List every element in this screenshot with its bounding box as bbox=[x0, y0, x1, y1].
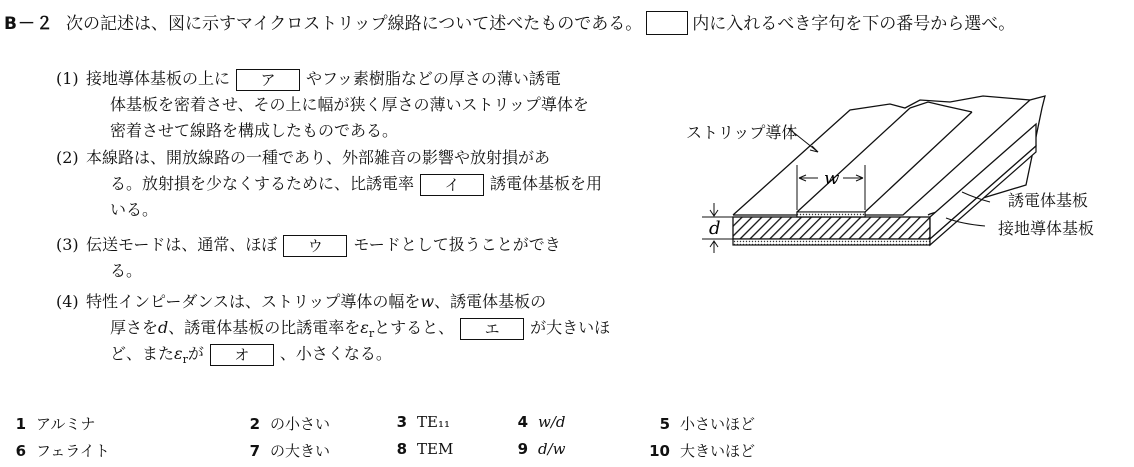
item-2-text: 本線路は、開放線路の一種であり、外部雑音の影響や放射損があ bbox=[86, 148, 551, 167]
item-4 bbox=[56, 289, 547, 315]
symbol-epsilon: ε bbox=[174, 344, 183, 363]
option-3 bbox=[385, 413, 450, 431]
option-number: 9 bbox=[517, 440, 528, 458]
option-text: の小さい bbox=[270, 415, 331, 433]
option-6 bbox=[4, 440, 110, 461]
option-number: 1 bbox=[15, 415, 26, 433]
option-text: の大きい bbox=[270, 442, 331, 460]
symbol-epsilon: ε bbox=[360, 318, 369, 337]
option-number: 7 bbox=[249, 442, 260, 460]
item-4-text: 、小さくなる。 bbox=[279, 344, 392, 363]
item-4-text: が bbox=[187, 344, 204, 363]
option-number: 6 bbox=[15, 442, 26, 460]
item-3-line-2: る。 bbox=[110, 261, 143, 280]
item-4-text: が大きいほ bbox=[530, 318, 611, 337]
microstrip-figure bbox=[700, 90, 1130, 270]
option-5 bbox=[648, 413, 755, 434]
ground-label: 接地導体基板 bbox=[998, 219, 1095, 238]
question-text-before: 次の記述は、図に示すマイクロストリップ線路について述べたものである。 bbox=[65, 14, 643, 34]
option-text: 小さいほど bbox=[680, 415, 756, 433]
symbol-epsilon-subscript: r bbox=[182, 353, 188, 367]
option-text: 大きいほど bbox=[680, 442, 756, 460]
item-3-text: 伝送モードは、通常、ほぼ bbox=[86, 235, 278, 254]
option-text: TEM bbox=[417, 440, 454, 458]
item-4-number: (4) bbox=[56, 292, 79, 311]
item-4-text: 特性インピーダンスは、ストリップ導体の幅を bbox=[86, 292, 421, 311]
option-number: 8 bbox=[396, 440, 407, 458]
option-8 bbox=[385, 440, 453, 458]
dielectric-top bbox=[733, 96, 1045, 215]
blank-o: オ bbox=[210, 344, 274, 366]
item-3-text: モードとして扱うことができ bbox=[353, 235, 561, 254]
item-2-text: る。放射損を少なくするために、比誘電率 bbox=[110, 174, 415, 193]
item-2-line-2 bbox=[110, 171, 602, 197]
question-header bbox=[4, 9, 1015, 35]
option-number: 10 bbox=[649, 442, 670, 460]
option-1 bbox=[4, 413, 95, 434]
symbol-epsilon-subscript: r bbox=[368, 327, 375, 341]
option-10 bbox=[648, 440, 755, 461]
item-2 bbox=[56, 145, 551, 171]
answer-blank-box bbox=[646, 11, 688, 35]
option-text: TE₁₁ bbox=[417, 413, 450, 431]
option-9 bbox=[506, 440, 566, 458]
item-4-text: 厚さを bbox=[110, 318, 159, 337]
question-text-after: 内に入れるべき字句を下の番号から選べ。 bbox=[692, 14, 1016, 34]
blank-u: ウ bbox=[283, 235, 347, 257]
item-1-line-2: 体基板を密着させ、その上に幅が狭く厚さの薄いストリップ導体を bbox=[110, 95, 589, 114]
item-3 bbox=[56, 232, 561, 258]
option-text: フェライト bbox=[36, 442, 110, 460]
item-1-text: 接地導体基板の上に bbox=[86, 69, 231, 88]
item-4-text: ど、また bbox=[110, 344, 175, 363]
item-4-line-3 bbox=[110, 341, 392, 373]
item-1 bbox=[56, 66, 561, 92]
d-label: d bbox=[709, 218, 721, 239]
option-4 bbox=[506, 413, 566, 431]
option-2 bbox=[238, 413, 330, 434]
option-number: 5 bbox=[659, 415, 670, 433]
item-1-line-3: 密着させて線路を構成したものである。 bbox=[110, 121, 399, 140]
option-number: 2 bbox=[249, 415, 260, 433]
dielectric-front bbox=[733, 217, 930, 239]
blank-i: イ bbox=[420, 174, 484, 196]
option-text: アルミナ bbox=[36, 415, 96, 433]
option-text: w/d bbox=[538, 413, 566, 431]
option-number: 3 bbox=[396, 413, 407, 431]
item-1-text: やフッ素樹脂などの厚さの薄い誘電 bbox=[306, 69, 561, 88]
item-2-line-3: いる。 bbox=[110, 200, 159, 219]
symbol-w: w bbox=[420, 292, 435, 311]
ground-plane bbox=[733, 239, 930, 245]
blank-e: エ bbox=[460, 318, 524, 340]
strip-conductor-label: ストリップ導体 bbox=[686, 123, 798, 142]
item-4-text: 、誘電体基板の bbox=[434, 292, 547, 311]
question-number: B－２ bbox=[4, 14, 54, 34]
dielectric-label: 誘電体基板 bbox=[1008, 191, 1089, 210]
item-1-number: (1) bbox=[56, 69, 79, 88]
w-label: w bbox=[824, 168, 840, 189]
item-4-text: 、誘電体基板の比誘電率を bbox=[168, 318, 361, 337]
option-number: 4 bbox=[517, 413, 528, 431]
symbol-d: d bbox=[158, 318, 169, 337]
option-7 bbox=[238, 440, 330, 461]
item-2-number: (2) bbox=[56, 148, 79, 167]
item-4-text: とすると、 bbox=[374, 318, 455, 337]
strip-conductor bbox=[797, 102, 972, 217]
item-2-text: 誘電体基板を用 bbox=[490, 174, 603, 193]
option-text: d/w bbox=[538, 440, 566, 458]
item-3-number: (3) bbox=[56, 235, 79, 254]
blank-a: ア bbox=[236, 69, 300, 91]
